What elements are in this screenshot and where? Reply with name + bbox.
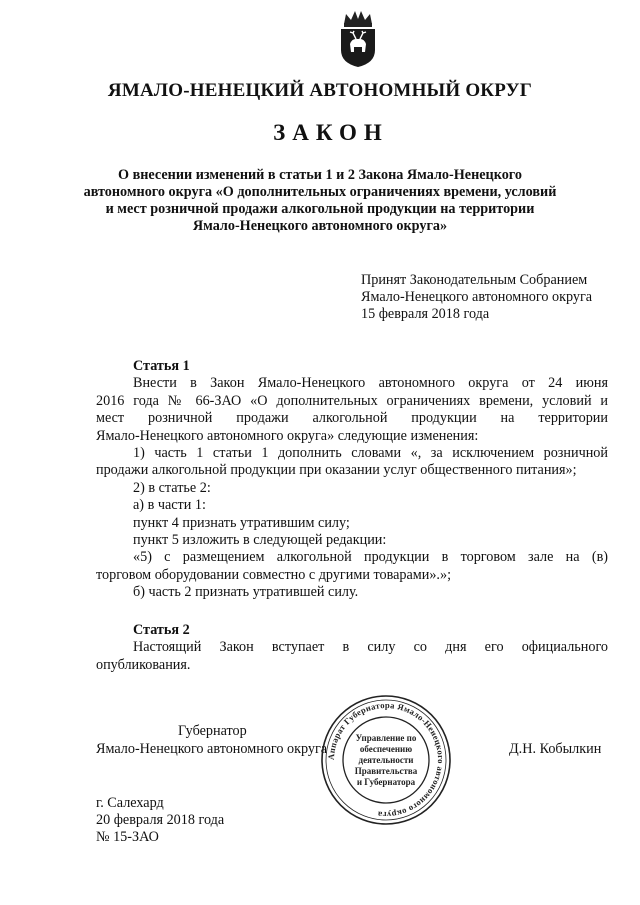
subject-line: Ямало-Ненецкого автономного округа» <box>192 218 448 234</box>
region-title: ЯМАЛО-НЕНЕЦКИЙ АВТОНОМНЫЙ ОКРУГ <box>107 80 533 101</box>
stamp-center-line: и Губернатора <box>356 777 416 787</box>
adoption-line: Принят Законодательным Собранием <box>361 272 588 288</box>
amendment-item-2a: а) в части 1: <box>133 497 206 514</box>
subject-line: О внесении изменений в статьи 1 и 2 Закона Ямало-Ненецкого <box>117 167 522 183</box>
stamp-center-line: деятельности <box>358 755 414 765</box>
amendment-point-4: пункт 4 признать утратившим силу; <box>133 514 350 531</box>
official-stamp <box>319 693 453 827</box>
law-subject <box>60 167 580 235</box>
document-type-title: ЗАКОН <box>273 120 389 145</box>
article-1-text-line: Ямало-Ненецкого автономного округа» следующие изменения: <box>96 427 479 444</box>
article-2-heading: Статья 2 <box>133 622 190 638</box>
article-1-text-line: Внести в Закон Ямало-Ненецкого автономного округа от 24 июня <box>133 375 608 392</box>
article-2-text-line: Настоящий Закон вступает в силу со дня его официального <box>133 639 608 656</box>
footer-date: 20 февраля 2018 года <box>96 812 225 828</box>
signatory-organization: Ямало-Ненецкого автономного округа <box>96 741 328 757</box>
amendment-item-2b: б) часть 2 признать утратившей силу. <box>133 584 359 601</box>
subject-line: и мест розничной продажи алкогольной продукции на территории <box>105 201 535 217</box>
stamp-center-line: Управление по <box>355 733 417 743</box>
adoption-note <box>361 272 592 323</box>
document-footer <box>96 795 224 846</box>
footer-city: г. Салехард <box>96 795 164 811</box>
adoption-date: 15 февраля 2018 года <box>361 306 490 322</box>
coat-of-arms-icon <box>336 8 380 68</box>
amendment-item-1: 1) часть 1 статьи 1 дополнить словами «, за исключением розничной <box>133 445 608 462</box>
signatory-name: Д.Н. Кобылкин <box>509 741 602 757</box>
article-1 <box>96 358 608 602</box>
adoption-line: Ямало-Ненецкого автономного округа <box>361 289 593 305</box>
footer-number: № 15-ЗАО <box>96 829 159 845</box>
article-2 <box>96 622 608 674</box>
subject-line: автономного округа «О дополнительных ограничениях времени, условий <box>83 184 557 200</box>
amendment-item-2: 2) в статье 2: <box>133 479 211 496</box>
article-1-text-line: 2016 года № 66-ЗАО «О дополнительных ограничениях времени, условий и <box>96 392 608 409</box>
amendment-point-5: пункт 5 изложить в следующей редакции: <box>133 532 387 549</box>
amendment-quote: «5) с размещением алкогольной продукции в торговом зале на (в) <box>133 549 608 566</box>
amendment-quote-cont: торговом оборудовании совместно с другими товарами».»; <box>96 566 452 583</box>
amendment-item-1-cont: продажи алкогольной продукции при оказании услуг общественного питания»; <box>96 462 577 479</box>
stamp-center-line: Правительства <box>354 766 418 776</box>
stamp-ring-text: Аппарат Губернатора Ямало-Ненецкого автономного округа <box>325 699 447 821</box>
article-1-text-line: мест розничной продажи алкогольной продукции на территории <box>96 410 608 427</box>
signatory-title: Губернатор <box>178 723 247 739</box>
article-1-heading: Статья 1 <box>133 358 190 374</box>
stamp-center-line: обеспечению <box>359 744 413 754</box>
article-2-text-line: опубликования. <box>96 656 191 673</box>
